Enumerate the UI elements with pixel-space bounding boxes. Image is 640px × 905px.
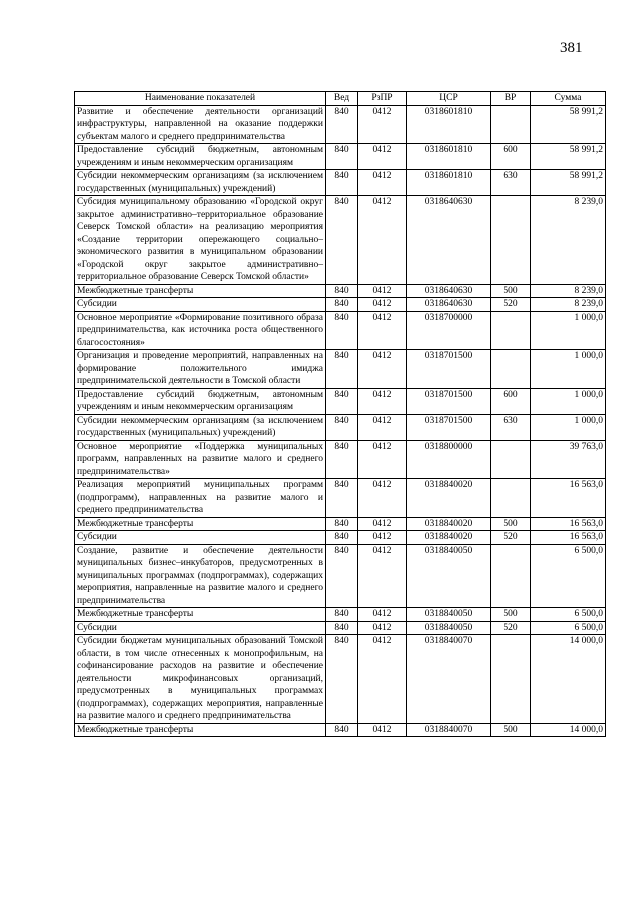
cell-csr: 0318640630 [407, 284, 491, 298]
cell-ved: 840 [326, 311, 358, 350]
table-header-row [75, 92, 606, 106]
cell-name: Субсидии [75, 531, 326, 545]
cell-csr: 0318700000 [407, 311, 491, 350]
cell-sum: 6 500,0 [531, 621, 606, 635]
cell-csr: 0318701500 [407, 350, 491, 389]
cell-csr: 0318601810 [407, 144, 491, 170]
table-row [75, 723, 606, 737]
cell-sum: 1 000,0 [531, 388, 606, 414]
cell-ved: 840 [326, 723, 358, 737]
cell-rzpr: 0412 [358, 608, 407, 622]
cell-csr: 0318800000 [407, 440, 491, 479]
cell-name: Межбюджетные трансферты [75, 723, 326, 737]
cell-sum: 6 500,0 [531, 608, 606, 622]
table-row [75, 311, 606, 350]
table-row [75, 388, 606, 414]
cell-csr: 0318601810 [407, 105, 491, 144]
cell-name: Субсидии некоммерческим организациям (за исключением государственных (муниципальных) учреждений) [75, 170, 326, 196]
cell-vr: 630 [491, 170, 531, 196]
cell-ved: 840 [326, 298, 358, 312]
cell-sum: 39 763,0 [531, 440, 606, 479]
cell-sum: 8 239,0 [531, 298, 606, 312]
cell-ved: 840 [326, 388, 358, 414]
cell-name: Развитие и обеспечение деятельности организаций инфраструктуры, направленной на оказание поддержки субъектам малого и среднего предпринимательства [75, 105, 326, 144]
table-row [75, 144, 606, 170]
cell-name: Основное мероприятие «Формирование позитивного образа предпринимательства, как источника роста общественного благосостояния» [75, 311, 326, 350]
table-row [75, 544, 606, 608]
cell-sum: 14 000,0 [531, 635, 606, 724]
cell-csr: 0318840050 [407, 608, 491, 622]
cell-vr: 630 [491, 414, 531, 440]
table-row [75, 479, 606, 518]
cell-csr: 0318840020 [407, 531, 491, 545]
cell-csr: 0318701500 [407, 388, 491, 414]
cell-vr [491, 479, 531, 518]
cell-name: Организация и проведение мероприятий, направленных на формирование положительного имиджа предпринимательской деятельности в Томской области [75, 350, 326, 389]
header-ved: Вед [326, 92, 358, 106]
cell-csr: 0318640630 [407, 298, 491, 312]
header-name: Наименование показателей [75, 92, 326, 106]
cell-vr: 500 [491, 517, 531, 531]
cell-ved: 840 [326, 531, 358, 545]
cell-vr: 600 [491, 144, 531, 170]
table-row [75, 608, 606, 622]
cell-csr: 0318840050 [407, 544, 491, 608]
cell-vr: 520 [491, 298, 531, 312]
cell-rzpr: 0412 [358, 170, 407, 196]
cell-csr: 0318840050 [407, 621, 491, 635]
cell-csr: 0318601810 [407, 170, 491, 196]
cell-rzpr: 0412 [358, 350, 407, 389]
cell-ved: 840 [326, 105, 358, 144]
cell-sum: 16 563,0 [531, 531, 606, 545]
cell-name: Основное мероприятие «Поддержка муниципальных программ, направленных на развитие малого и среднего предпринимательства» [75, 440, 326, 479]
header-vr: ВР [491, 92, 531, 106]
cell-vr [491, 196, 531, 285]
cell-csr: 0318840070 [407, 635, 491, 724]
cell-name: Создание, развитие и обеспечение деятельности муниципальных бизнес–инкубаторов, предусмотренных в муниципальных программах (подпрограммах), содержащих мероприятия, направленные на развитие малого и среднего предпринимательства [75, 544, 326, 608]
table-row [75, 170, 606, 196]
cell-sum: 16 563,0 [531, 479, 606, 518]
cell-ved: 840 [326, 144, 358, 170]
cell-ved: 840 [326, 608, 358, 622]
cell-name: Субсидии некоммерческим организациям (за исключением государственных (муниципальных) учреждений) [75, 414, 326, 440]
cell-ved: 840 [326, 479, 358, 518]
table-row [75, 517, 606, 531]
cell-rzpr: 0412 [358, 298, 407, 312]
cell-vr [491, 635, 531, 724]
cell-rzpr: 0412 [358, 388, 407, 414]
cell-name: Субсидии [75, 298, 326, 312]
table-row [75, 350, 606, 389]
cell-ved: 840 [326, 517, 358, 531]
cell-rzpr: 0412 [358, 479, 407, 518]
table-row [75, 298, 606, 312]
table-row [75, 284, 606, 298]
table-row [75, 621, 606, 635]
cell-rzpr: 0412 [358, 544, 407, 608]
cell-ved: 840 [326, 350, 358, 389]
page-number: 381 [560, 40, 583, 56]
table-row [75, 196, 606, 285]
cell-vr [491, 440, 531, 479]
cell-rzpr: 0412 [358, 531, 407, 545]
cell-ved: 840 [326, 621, 358, 635]
table-row [75, 635, 606, 724]
cell-sum: 8 239,0 [531, 196, 606, 285]
cell-ved: 840 [326, 284, 358, 298]
cell-rzpr: 0412 [358, 621, 407, 635]
cell-ved: 840 [326, 440, 358, 479]
cell-rzpr: 0412 [358, 311, 407, 350]
cell-csr: 0318840070 [407, 723, 491, 737]
cell-rzpr: 0412 [358, 723, 407, 737]
cell-vr: 500 [491, 284, 531, 298]
cell-ved: 840 [326, 196, 358, 285]
cell-sum: 58 991,2 [531, 144, 606, 170]
cell-sum: 14 000,0 [531, 723, 606, 737]
cell-vr: 600 [491, 388, 531, 414]
cell-rzpr: 0412 [358, 517, 407, 531]
cell-csr: 0318640630 [407, 196, 491, 285]
cell-name: Межбюджетные трансферты [75, 608, 326, 622]
cell-rzpr: 0412 [358, 440, 407, 479]
cell-name: Субсидии [75, 621, 326, 635]
cell-csr: 0318701500 [407, 414, 491, 440]
cell-name: Межбюджетные трансферты [75, 517, 326, 531]
cell-name: Субсидии бюджетам муниципальных образований Томской области, в том числе отнесенных к монопрофильным, на софинансирование расходов на развитие и обеспечение деятельности микрофинансовых организаций, предусмотренных в муниципальных программах (подпрограммах), содержащих мероприятия, направленные на развитие малого и среднего предпринимательства [75, 635, 326, 724]
cell-csr: 0318840020 [407, 517, 491, 531]
cell-name: Предоставление субсидий бюджетным, автономным учреждениям и иным некоммерческим организациям [75, 144, 326, 170]
cell-sum: 58 991,2 [531, 170, 606, 196]
cell-vr: 520 [491, 531, 531, 545]
cell-rzpr: 0412 [358, 196, 407, 285]
cell-csr: 0318840020 [407, 479, 491, 518]
header-sum: Сумма [531, 92, 606, 106]
cell-vr: 520 [491, 621, 531, 635]
table-row [75, 105, 606, 144]
cell-vr: 500 [491, 608, 531, 622]
cell-sum: 8 239,0 [531, 284, 606, 298]
cell-vr [491, 544, 531, 608]
header-csr: ЦСР [407, 92, 491, 106]
table-row [75, 531, 606, 545]
cell-vr [491, 311, 531, 350]
table-row [75, 414, 606, 440]
cell-ved: 840 [326, 414, 358, 440]
cell-rzpr: 0412 [358, 635, 407, 724]
cell-sum: 1 000,0 [531, 311, 606, 350]
cell-name: Предоставление субсидий бюджетным, автономным учреждениям и иным некоммерческим организациям [75, 388, 326, 414]
table-row [75, 440, 606, 479]
cell-name: Межбюджетные трансферты [75, 284, 326, 298]
cell-rzpr: 0412 [358, 144, 407, 170]
cell-ved: 840 [326, 635, 358, 724]
cell-vr [491, 105, 531, 144]
cell-rzpr: 0412 [358, 414, 407, 440]
cell-sum: 6 500,0 [531, 544, 606, 608]
cell-ved: 840 [326, 170, 358, 196]
cell-rzpr: 0412 [358, 105, 407, 144]
cell-sum: 16 563,0 [531, 517, 606, 531]
budget-table [74, 91, 606, 737]
cell-name: Реализация мероприятий муниципальных программ (подпрограмм), направленных на развитие малого и среднего предпринимательства [75, 479, 326, 518]
cell-name: Субсидия муниципальному образованию «Городской округ закрытое административно–территориальное образование Северск Томской области» на реализацию мероприятия «Создание территории опережающего социально–экономического развития в муниципальном образовании «Городской округ закрытое административно–территориальное образование Северск Томской области» [75, 196, 326, 285]
cell-rzpr: 0412 [358, 284, 407, 298]
cell-sum: 1 000,0 [531, 414, 606, 440]
cell-sum: 58 991,2 [531, 105, 606, 144]
cell-vr: 500 [491, 723, 531, 737]
cell-vr [491, 350, 531, 389]
cell-ved: 840 [326, 544, 358, 608]
header-rzpr: РзПР [358, 92, 407, 106]
cell-sum: 1 000,0 [531, 350, 606, 389]
